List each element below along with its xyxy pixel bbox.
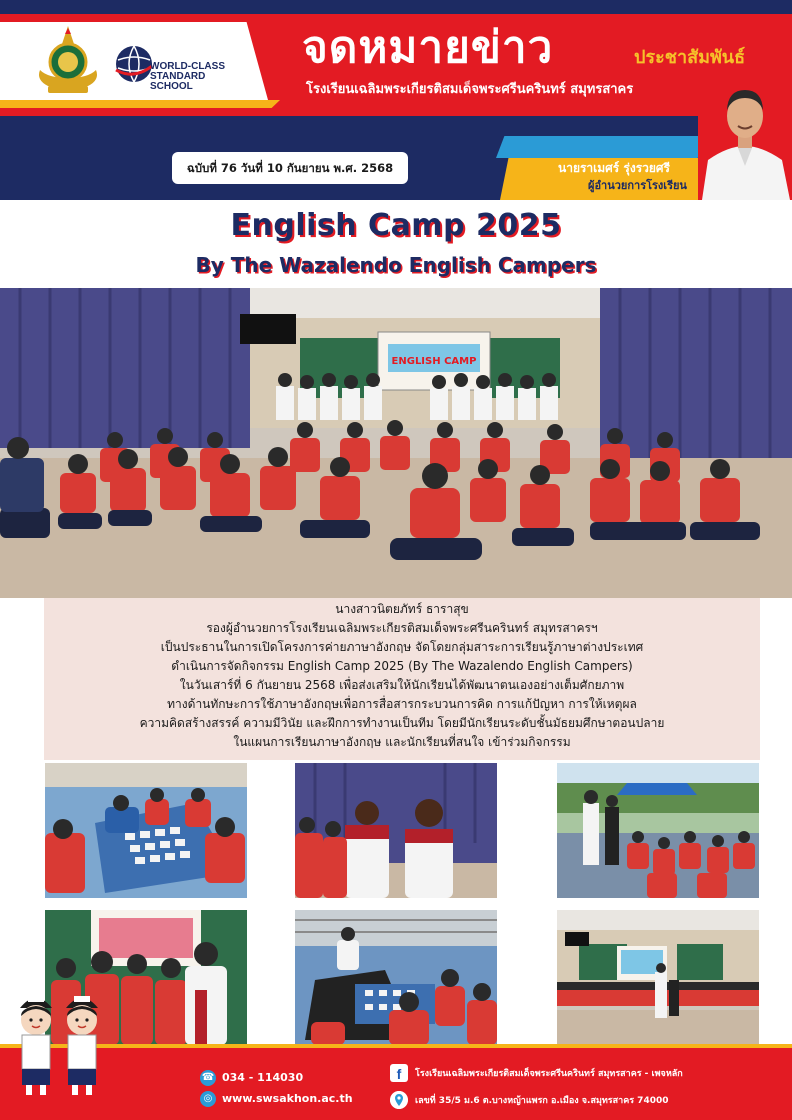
gallery-photo-activity [295,910,497,1045]
phone-icon: ☎ [200,1070,216,1086]
director-portrait [698,76,792,200]
director-blue-strip [496,136,706,158]
school-seal-logo [34,24,102,96]
newsletter-header [0,0,792,200]
footer-facebook-page[interactable]: โรงเรียนเฉลิมพระเกียรติสมเด็จพระศรีนครินทร์ สมุทรสาคร - เพจหลัก [415,1069,683,1079]
newsletter-footer [0,1048,792,1120]
article-subtitle: By The Wazalendo English Campers [195,253,597,277]
facebook-icon: f [390,1064,408,1082]
student-mascots [14,988,106,1098]
footer-phone: 034 - 114030 [222,1071,304,1084]
article-title: English Camp 2025 [230,208,562,243]
screen-text: ENGLISH CAMP [391,356,477,367]
newsletter-subtitle: ประชาสัมพันธ์ [634,47,746,68]
director-role: ผู้อำนวยการโรงเรียน [588,179,687,192]
footer-address: เลขที่ 35/5 ม.6 ต.บางหญ้าแพรก อ.เมือง จ.สมุทรสาคร 74000 [415,1096,669,1106]
globe-icon: ◎ [200,1091,216,1107]
main-group-photo [0,288,792,598]
gallery-photo-hall [557,910,759,1045]
logo-text-line2: STANDARD SCHOOL [150,71,206,92]
world-class-logo-text [150,62,250,92]
logo-text-line1: WORLD-CLASS [150,61,225,72]
article-description [44,598,760,760]
globe-logo-icon [114,44,154,84]
gallery-photo-campers [295,763,497,898]
description-line: เป็นประธานในการเปิดโครงการค่ายภาษาอังกฤษ จัดโดยกลุ่มสาระการเรียนรู้ภาษาต่างประเทศ [160,640,644,654]
newsletter-title: จดหมายข่าว [302,22,554,73]
description-line: ดำเนินการจัดกิจกรรม English Camp 2025 (By The Wazalendo English Campers) [171,659,633,673]
location-pin-icon [390,1091,408,1109]
director-name: นายราเมศร์ รุ่งรวยศรี [558,161,670,175]
description-line: ในวันเสาร์ที่ 6 กันยายน 2568 เพื่อส่งเสริมให้นักเรียนได้พัฒนาตนเองอย่างเต็มศักยภาพ [179,678,625,692]
gallery-photo-outdoor [557,763,759,898]
header-yellow-stripe [0,100,280,108]
description-line: ทางด้านทักษะการใช้ภาษาอังกฤษเพื่อการสื่อสารกระบวนการคิด การแก้ปัญหา การให้เหตุผล [167,697,637,711]
issue-badge: ฉบับที่ 76 วันที่ 10 กันยายน พ.ศ. 2568 [172,152,408,184]
description-line: รองผู้อำนวยการโรงเรียนเฉลิมพระเกียรติสมเด็จพระศรีนครินทร์ สมุทรสาครฯ [206,621,598,635]
school-name: โรงเรียนเฉลิมพระเกียรติสมเด็จพระศรีนครินทร์ สมุทรสาคร [306,82,634,97]
description-line: นางสาวนิตยภัทร์ ธาราสุข [335,602,469,616]
footer-website[interactable]: www.swsakhon.ac.th [222,1092,353,1105]
gallery-photo-card-game [45,763,247,898]
description-line: ในแผนการเรียนภาษาอังกฤษ และนักเรียนที่สนใจ เข้าร่วมกิจกรรม [233,735,571,749]
description-line: ความคิดสร้างสรรค์ ความมีวินัย และฝึกการทำงานเป็นทีม โดยมีนักเรียนระดับชั้นมัธยมศึกษาตอนปลาย [139,716,665,730]
